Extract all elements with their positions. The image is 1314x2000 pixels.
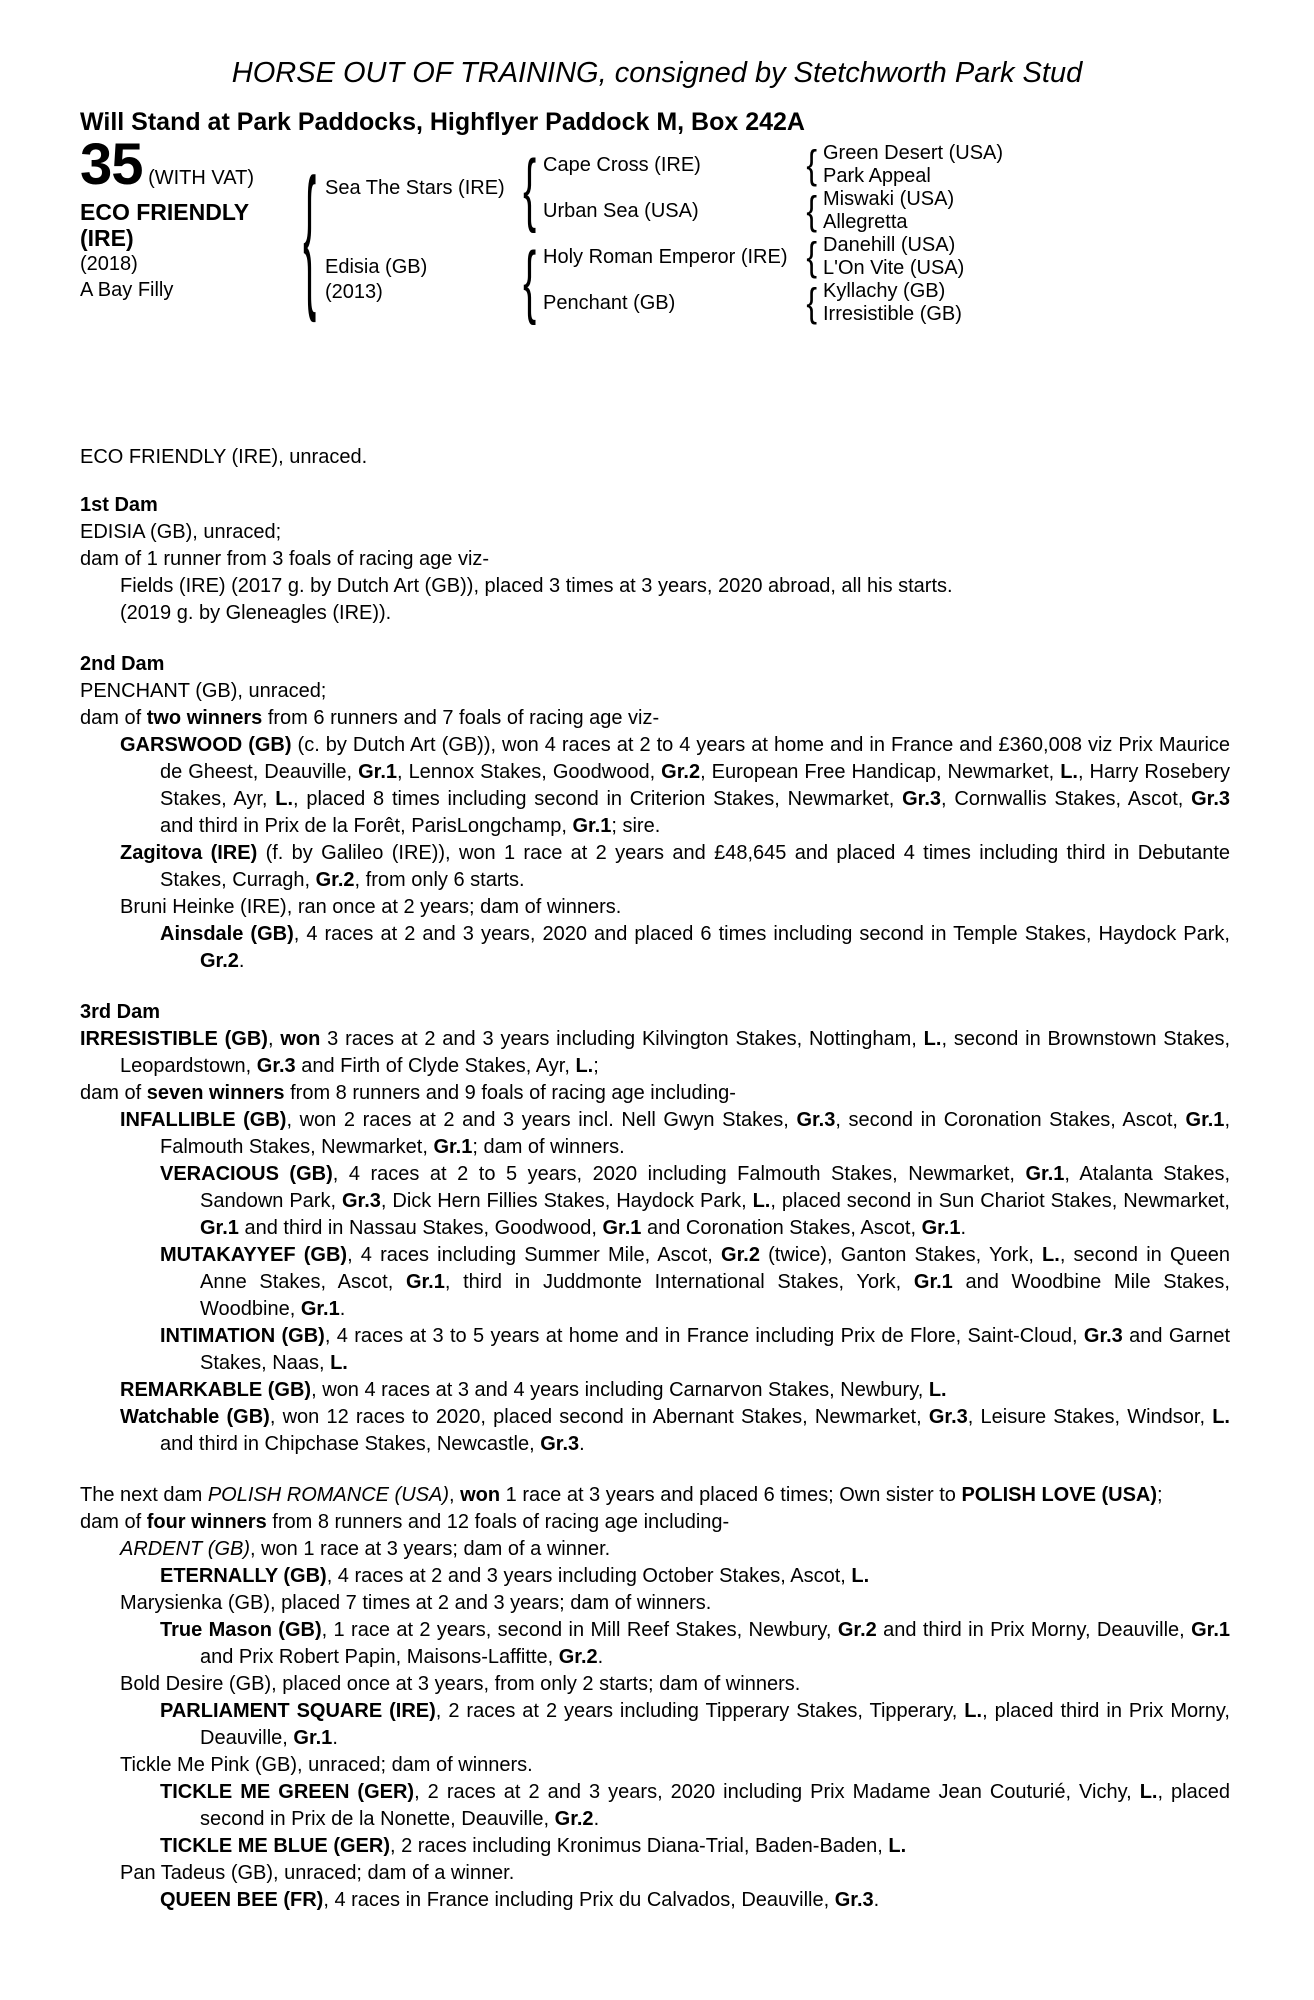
text-run: , 4 races at 3 to 5 years at home and in France including Prix de Flore, Saint-Cloud,	[324, 1325, 1084, 1347]
horse-name-suffix: (IRE)	[80, 225, 134, 251]
great-granddam-name: Allegretta	[823, 211, 908, 233]
great-granddam-name: L'On Vite (USA)	[823, 257, 965, 279]
first-dam-section	[80, 492, 1230, 627]
text-run: Gr.1	[405, 1271, 445, 1293]
text-run: Fields (IRE) (2017 g. by Dutch Art (GB)), placed 3 times at 3 years, 2020 abroad, all his starts.	[120, 575, 953, 597]
text-run: , 4 races at 2 and 3 years including October Stakes, Ascot,	[326, 1565, 852, 1587]
grandsire-name: Holy Roman Emperor (IRE)	[543, 245, 788, 268]
text-run: True Mason (GB)	[160, 1619, 322, 1641]
lot-line	[80, 132, 295, 197]
text-run: TICKLE ME BLUE (GER)	[160, 1835, 390, 1857]
progeny-entry	[80, 1752, 1230, 1779]
great-grandsire-name: Miswaki (USA)	[823, 188, 955, 210]
text-run: and third in Prix de la Forêt, ParisLongchamp,	[160, 815, 573, 837]
produce-summary-line	[80, 705, 1230, 732]
text-run: GARSWOOD (GB)	[120, 734, 292, 756]
pedigree-table	[80, 132, 1234, 326]
text-run: Gr.2	[837, 1619, 877, 1641]
text-run: won	[280, 1028, 321, 1050]
text-run: PENCHANT (GB), unraced;	[80, 680, 327, 702]
text-run: L.	[330, 1352, 348, 1374]
pair-brace-icon: {	[806, 189, 818, 233]
sire-name: Sea The Stars (IRE)	[325, 176, 505, 199]
text-run: L.	[923, 1028, 942, 1050]
horse-foaling-year: (2018)	[80, 253, 138, 275]
text-run: , Falmouth Stakes, Newmarket,	[160, 1109, 1230, 1158]
dam-cell	[325, 234, 517, 326]
grandsire-name: Cape Cross (IRE)	[543, 153, 701, 176]
text-run: Gr.1	[913, 1271, 953, 1293]
progeny-entry	[80, 921, 1230, 975]
great-grandsire-name: Green Desert (USA)	[823, 142, 1004, 164]
text-run: L.	[1042, 1244, 1060, 1266]
text-run: , 2 races at 2 years including Tipperary Stakes, Tipperary,	[435, 1700, 965, 1722]
produce-summary-line	[80, 546, 1230, 573]
progeny-entry	[80, 1779, 1230, 1833]
dam-name: Edisia (GB)	[325, 256, 428, 278]
dam-section-heading: 2nd Dam	[80, 653, 165, 675]
text-run: Gr.1	[293, 1727, 333, 1749]
great-grandsire-name: Danehill (USA)	[823, 234, 956, 256]
text-run: , third in Juddmonte International Stakes, York,	[444, 1271, 914, 1293]
text-run: Gr.3	[902, 788, 942, 810]
text-run: (c. by Dutch Art (GB)), won 4 races at 2 to 4 years at home and in France and £360,008 viz Prix Maurice de Gheest, Deauville,	[160, 734, 1231, 783]
main-brace-icon: {	[303, 144, 317, 324]
text-run: .	[597, 1646, 604, 1668]
text-run: Bold Desire (GB), placed once at 3 years, from only 2 starts; dam of winners.	[120, 1673, 801, 1695]
text-run: ,	[449, 1484, 461, 1506]
text-run: L.	[928, 1379, 947, 1401]
text-run: L.	[1060, 761, 1078, 783]
text-run: dam of	[80, 1082, 147, 1104]
text-run: ,	[267, 1028, 281, 1050]
text-run: Ainsdale (GB)	[160, 923, 294, 945]
granddam-name: Urban Sea (USA)	[543, 199, 699, 222]
pair-brace-icon: {	[806, 281, 818, 325]
text-run: Gr.1	[433, 1136, 473, 1158]
text-run: INTIMATION (GB)	[160, 1325, 325, 1347]
great-grandparents-pair	[823, 280, 1234, 326]
progeny-entry	[80, 1833, 1230, 1860]
text-run: dam of	[80, 1511, 147, 1533]
text-run: L.	[1139, 1781, 1158, 1803]
progeny-entry	[80, 732, 1230, 840]
dam-line	[80, 1026, 1230, 1080]
text-run: Bruni Heinke (IRE), ran once at 2 years; dam of winners.	[120, 896, 622, 918]
text-run: and Firth of Clyde Stakes, Ayr,	[295, 1055, 576, 1077]
produce-summary-line	[80, 1509, 1230, 1536]
text-run: Gr.2	[558, 1646, 598, 1668]
progeny-entry	[80, 1563, 1230, 1590]
text-run: (2019 g. by Gleneagles (IRE)).	[120, 602, 392, 624]
text-run: POLISH ROMANCE (USA)	[207, 1484, 449, 1506]
text-run: four winners	[146, 1511, 267, 1533]
text-run: L.	[752, 1190, 771, 1212]
text-run: , won 12 races to 2020, placed second in Abernant Stakes, Newmarket,	[269, 1406, 929, 1428]
text-run: Pan Tadeus (GB), unraced; dam of a winner.	[120, 1862, 515, 1884]
progeny-entry	[80, 1161, 1230, 1242]
progeny-entry	[80, 573, 1230, 600]
text-run: TICKLE ME GREEN (GER)	[160, 1781, 415, 1803]
text-run: and Woodbine Mile Stakes, Woodbine,	[200, 1271, 1230, 1320]
text-run: ETERNALLY (GB)	[160, 1565, 327, 1587]
dam-section-heading: 3rd Dam	[80, 1001, 161, 1023]
text-run: and Garnet Stakes, Naas,	[200, 1325, 1231, 1374]
produce-summary-line	[80, 1080, 1230, 1107]
text-run: L.	[275, 788, 294, 810]
text-run: Gr.1	[921, 1217, 961, 1239]
text-run: ;	[593, 1055, 599, 1077]
text-run: Gr.1	[1185, 1109, 1225, 1131]
text-run: and third in Chipchase Stakes, Newcastle,	[160, 1433, 541, 1455]
dam-line	[80, 678, 1230, 705]
text-run: Gr.3	[796, 1109, 836, 1131]
text-run: , 2 races including Kronimus Diana-Trial, Baden-Baden,	[390, 1835, 889, 1857]
granddam-name: Penchant (GB)	[543, 291, 676, 314]
text-run: QUEEN BEE (FR)	[160, 1889, 324, 1911]
progeny-entry	[80, 1617, 1230, 1671]
text-run: , placed second in Prix de la Nonette, Deauville,	[200, 1781, 1230, 1830]
progeny-entry	[80, 1404, 1230, 1458]
dam-section-heading: 1st Dam	[80, 494, 158, 516]
text-run: , 4 races including Summer Mile, Ascot,	[347, 1244, 722, 1266]
dam-year: (2013)	[325, 281, 383, 303]
next-dam-section	[80, 1482, 1230, 1914]
great-grandparents-pair	[823, 188, 1234, 234]
progeny-entry	[80, 1698, 1230, 1752]
text-run: Gr.1	[200, 1217, 239, 1239]
dam-line	[80, 519, 1230, 546]
text-run: , Dick Hern Fillies Stakes, Haydock Park,	[380, 1190, 753, 1212]
vat-note: (WITH VAT)	[148, 167, 254, 189]
text-run: Gr.2	[200, 950, 239, 972]
text-run: Gr.3	[834, 1889, 874, 1911]
text-run: Gr.3	[256, 1055, 296, 1077]
text-run: .	[593, 1808, 600, 1830]
progeny-entry	[80, 600, 1230, 627]
text-run: Gr.1	[300, 1298, 340, 1320]
text-run: and Coronation Stakes, Ascot,	[641, 1217, 922, 1239]
great-granddam-name: Park Appeal	[823, 165, 931, 187]
text-run: Gr.3	[341, 1190, 381, 1212]
text-run: L.	[888, 1835, 907, 1857]
text-run: , 4 races at 2 to 5 years, 2020 including Falmouth Stakes, Newmarket,	[332, 1163, 1026, 1185]
text-run: , second in Queen Anne Stakes, Ascot,	[200, 1244, 1230, 1293]
text-run: dam of	[80, 707, 147, 729]
text-run: Gr.2	[721, 1244, 760, 1266]
text-run: Gr.3	[1083, 1325, 1123, 1347]
progeny-entry	[80, 1887, 1230, 1914]
text-run: Zagitova (IRE)	[120, 842, 258, 864]
progeny-entry	[80, 1860, 1230, 1887]
text-run: , Harry Rosebery Stakes, Ayr,	[160, 761, 1231, 810]
consignor-title: HORSE OUT OF TRAINING, consigned by Stetchworth Park Stud	[231, 57, 1083, 89]
text-run: , 4 races in France including Prix du Calvados, Deauville,	[323, 1889, 835, 1911]
great-grandsire-name: Kyllachy (GB)	[823, 280, 946, 302]
text-run: .	[332, 1727, 338, 1749]
dam-brace-icon: {	[523, 234, 537, 326]
text-run: , won 2 races at 2 and 3 years incl. Nell Gwyn Stakes,	[286, 1109, 797, 1131]
text-run: , 4 races at 2 and 3 years, 2020 and placed 6 times including second in Temple Stakes, Haydock Park,	[293, 923, 1230, 945]
third-dam-section	[80, 999, 1230, 1458]
text-run: Gr.1	[572, 815, 612, 837]
text-run: REMARKABLE (GB)	[120, 1379, 312, 1401]
text-run: , placed third in Prix Morny, Deauville,	[200, 1700, 1230, 1749]
lot-number: 35	[80, 132, 143, 197]
stand-location: Will Stand at Park Paddocks, Highflyer Paddock M, Box 242A	[80, 108, 805, 136]
text-run: ECO FRIENDLY (IRE), unraced.	[80, 446, 368, 468]
text-run: , Lennox Stakes, Goodwood,	[397, 761, 662, 783]
text-run: .	[579, 1433, 585, 1455]
progeny-entry	[80, 1671, 1230, 1698]
text-run: Gr.2	[554, 1808, 594, 1830]
text-run: , second in Coronation Stakes, Ascot,	[835, 1109, 1186, 1131]
text-run: won	[460, 1484, 501, 1506]
text-run: Gr.1	[1191, 1619, 1231, 1641]
text-run: .	[873, 1889, 880, 1911]
text-run: , second in Brownstown Stakes, Leopardstown,	[120, 1028, 1231, 1077]
text-run: VERACIOUS (GB)	[160, 1163, 333, 1185]
text-run: .	[238, 950, 245, 972]
text-run: 3 races at 2 and 3 years including Kilvington Stakes, Nottingham,	[320, 1028, 924, 1050]
text-run: , won 1 race at 3 years; dam of a winner.	[250, 1538, 611, 1560]
text-run: Gr.3	[1191, 788, 1230, 810]
progeny-entry	[80, 1536, 1230, 1563]
text-run: Gr.2	[661, 761, 701, 783]
text-run: Gr.1	[358, 761, 398, 783]
text-run: , European Free Handicap, Newmarket,	[700, 761, 1061, 783]
text-run: from 8 runners and 9 foals of racing age including-	[284, 1082, 736, 1104]
text-run: , 2 races at 2 and 3 years, 2020 including Prix Madame Jean Couturié, Vichy,	[414, 1781, 1140, 1803]
text-run: Gr.2	[315, 869, 355, 891]
text-run: Marysienka (GB), placed 7 times at 2 and 3 years; dam of winners.	[120, 1592, 712, 1614]
text-run: INFALLIBLE (GB)	[120, 1109, 287, 1131]
text-run: dam of 1 runner from 3 foals of racing age viz-	[80, 548, 490, 570]
text-run: , placed 8 times including second in Criterion Stakes, Newmarket,	[293, 788, 903, 810]
text-run: , 1 race at 2 years, second in Mill Reef Stakes, Newbury,	[321, 1619, 838, 1641]
text-run: , Atalanta Stakes, Sandown Park,	[200, 1163, 1231, 1212]
text-run: Watchable (GB)	[120, 1406, 270, 1428]
text-run: and Prix Robert Papin, Maisons-Laffitte,	[200, 1646, 559, 1668]
pair-brace-icon: {	[806, 235, 818, 279]
text-run: EDISIA (GB), unraced;	[80, 521, 282, 543]
horse-name: ECO FRIENDLY	[80, 199, 250, 225]
text-run: Tickle Me Pink (GB), unraced; dam of winners.	[120, 1754, 533, 1776]
text-run: (twice), Ganton Stakes, York,	[759, 1244, 1043, 1266]
progeny-entry	[80, 1107, 1230, 1161]
text-run: , Cornwallis Stakes, Ascot,	[941, 788, 1192, 810]
text-run: (f. by Galileo (IRE)), won 1 race at 2 years and £48,645 and placed 4 times including third in Debutante Stakes, Curragh,	[160, 842, 1230, 891]
horse-description: A Bay Filly	[80, 279, 174, 301]
text-run: ;	[1157, 1484, 1163, 1506]
text-run: Gr.3	[928, 1406, 968, 1428]
text-run: two winners	[146, 707, 263, 729]
progeny-entry	[80, 1323, 1230, 1377]
race-record-line	[80, 444, 1230, 471]
sire-brace-icon: {	[523, 142, 537, 234]
text-run: ; sire.	[611, 815, 661, 837]
sire-cell	[325, 142, 517, 234]
great-grandparents-pair	[823, 142, 1234, 188]
text-run: L.	[1212, 1406, 1230, 1428]
dam-line	[80, 1482, 1230, 1509]
text-run: seven winners	[146, 1082, 285, 1104]
text-run: IRRESISTIBLE (GB)	[80, 1028, 268, 1050]
progeny-entry	[80, 1242, 1230, 1323]
text-run: L.	[964, 1700, 983, 1722]
text-run: .	[339, 1298, 346, 1320]
text-run: L.	[851, 1565, 870, 1587]
text-run: and third in Prix Morny, Deauville,	[876, 1619, 1192, 1641]
progeny-entry	[80, 894, 1230, 921]
text-run: L.	[575, 1055, 594, 1077]
text-run: and third in Nassau Stakes, Goodwood,	[238, 1217, 603, 1239]
text-run: , placed second in Sun Chariot Stakes, Newmarket,	[770, 1190, 1230, 1212]
text-run: , Leisure Stakes, Windsor,	[967, 1406, 1213, 1428]
text-run: Gr.1	[1025, 1163, 1065, 1185]
progeny-entry	[80, 840, 1230, 894]
text-run: The next dam	[80, 1484, 208, 1506]
text-run: Gr.1	[602, 1217, 642, 1239]
text-run: from 6 runners and 7 foals of racing age viz-	[262, 707, 660, 729]
text-run: 1 race at 3 years and placed 6 times; Own sister to	[500, 1484, 962, 1506]
text-run: Gr.3	[540, 1433, 580, 1455]
text-run: ARDENT (GB)	[120, 1538, 250, 1560]
text-run: .	[960, 1217, 967, 1239]
text-run: , from only 6 starts.	[354, 869, 525, 891]
progeny-entry	[80, 1590, 1230, 1617]
text-run: , won 4 races at 3 and 4 years including Carnarvon Stakes, Newbury,	[311, 1379, 929, 1401]
second-dam-section	[80, 651, 1230, 975]
text-run: ; dam of winners.	[472, 1136, 625, 1158]
great-grandparents-pair	[823, 234, 1234, 280]
text-run: from 8 runners and 12 foals of racing age including-	[266, 1511, 730, 1533]
great-granddam-name: Irresistible (GB)	[823, 303, 962, 325]
text-run: PARLIAMENT SQUARE (IRE)	[160, 1700, 436, 1722]
progeny-entry	[80, 1377, 1230, 1404]
pair-brace-icon: {	[806, 143, 818, 187]
lot-horse-block	[80, 132, 295, 326]
pedigree-text	[80, 444, 1230, 1914]
text-run: MUTAKAYYEF (GB)	[160, 1244, 348, 1266]
text-run: POLISH LOVE (USA)	[961, 1484, 1158, 1506]
